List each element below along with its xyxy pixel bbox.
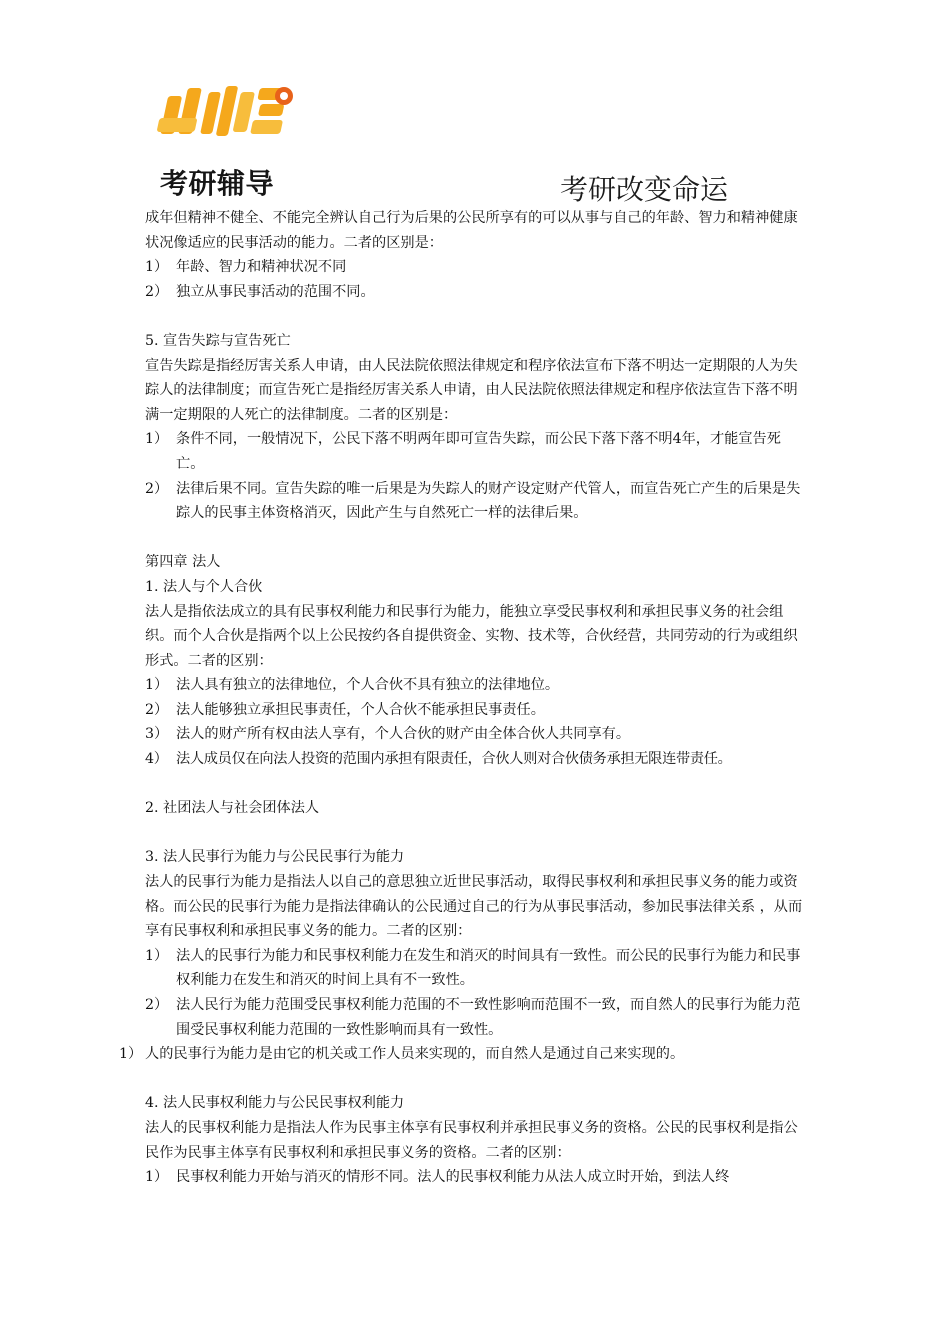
list-text: 民事权利能力开始与消灭的情形不同。法人的民事权利能力从法人成立时开始，到法人终: [176, 1169, 730, 1186]
chapter-title: 第四章 法人: [145, 554, 221, 571]
list-text: 法人的民事行为能力和民事权利能力在发生和消灭的时间具有一致性。而公民的民事行为能力和民事权利能力在发生和消灭的时间上具有不一致性。: [176, 947, 801, 989]
list-text: 独立从事民事活动的范围不同。: [176, 283, 375, 300]
logo-subtitle: 考研辅导: [160, 167, 275, 200]
list-item: [145, 722, 809, 747]
list-item: [145, 255, 809, 280]
paragraph: 法人的民事行为能力是指法人以自己的意思独立近世民事活动，取得民事权利和承担民事义务的能力或资格。而公民的民事行为能力是指法律确认的公民通过自己的行为从事民事活动，参加民事法律关系 ，从而享有民事权利和承担民事义务的能力。二者的区别：: [145, 874, 803, 940]
paragraph: 成年但精神不健全、不能完全辨认自己行为后果的公民所享有的可以从事与自己的年龄、智力和精神健康状况像适应的民事活动的能力。二者的区别是：: [145, 210, 798, 251]
list-number: 1）: [145, 947, 169, 964]
section-title: 3. 法人民事行为能力与公民民事行为能力: [145, 849, 405, 866]
list-number: 2）: [145, 283, 169, 300]
paragraph: 法人是指依法成立的具有民事权利能力和民事行为能力，能独立享受民事权利和承担民事义务的社会组织。而个人合伙是指两个以上公民按约各自提供资金、实物、技术等，合伙经营，共同劳动的行为或组织形式。二者的区别：: [145, 603, 798, 669]
list-text: 条件不同，一般情况下，公民下落不明两年即可宣告失踪，而公民下落下落不明4年，才能宣告死亡。: [176, 431, 781, 472]
list-number: 1）: [145, 259, 169, 276]
list-item: [145, 477, 809, 526]
section-title: 5. 宣告失踪与宣告死亡: [145, 332, 291, 349]
list-text: 法人的财产所有权由法人享有，个人合伙的财产由全体合伙人共同享有。: [176, 726, 631, 743]
paragraph: 宣告失踪是指经厉害关系人申请，由人民法院依照法律规定和程序依法宣布下落不明达一定期限的人为失踪人的法律制度；而宣告死亡是指经厉害关系人申请，由人民法院依照法律规定和程序依法宣告下落不明满一定期限的人死亡的法律制度。二者的区别是：: [145, 357, 798, 423]
list-item: [145, 698, 809, 723]
list-item: [145, 427, 809, 476]
list-item: [145, 747, 809, 772]
list-number: 3）: [145, 726, 169, 743]
list-item: [145, 673, 809, 698]
list-item: [145, 1165, 809, 1190]
list-number: 2）: [145, 480, 169, 497]
list-text: 法人民行为能力范围受民事权利能力范围的不一致性影响而范围不一致，而自然人的民事行为能力范围受民事权利能力范围的一致性影响而具有一致性。: [176, 997, 801, 1038]
list-item: [145, 280, 809, 305]
list-number: 1）: [119, 1046, 143, 1063]
section-title: 4. 法人民事权利能力与公民民事权利能力: [145, 1095, 405, 1112]
document-body: [119, 206, 809, 1190]
list-number: 1）: [145, 1169, 169, 1186]
list-number: 1）: [145, 677, 169, 694]
list-number: 1）: [145, 431, 169, 448]
list-text: 人的民事行为能力是由它的机关或工作人员来实现的，而自然人是通过自己来实现的。: [145, 1046, 685, 1063]
list-text: 法律后果不同。宣告失踪的唯一后果是为失踪人的财产设定财产代管人，而宣告死亡产生的后果是失踪人的民事主体资格消灭，因此产生与自然死亡一样的法律后果。: [176, 480, 801, 522]
list-number: 2）: [145, 701, 169, 718]
list-item: [145, 993, 809, 1042]
list-item: [145, 944, 809, 993]
section-title: 2. 社团法人与社会团体法人: [145, 800, 320, 817]
list-text: 法人具有独立的法律地位，个人合伙不具有独立的法律地位。: [176, 677, 560, 694]
paragraph: 法人的民事权利能力是指法人作为民事主体享有民事权利并承担民事义务的资格。公民的民事权利是指公民作为民事主体享有民事权利和承担民事义务的资格。二者的区别：: [145, 1119, 798, 1161]
list-text: 法人能够独立承担民事责任，个人合伙不能承担民事责任。: [176, 701, 545, 718]
list-item-indented: [119, 1042, 809, 1067]
section-title: 1. 法人与个人合伙: [145, 578, 263, 595]
header-slogan: 考研改变命运: [560, 173, 729, 206]
list-text: 年龄、智力和精神状况不同: [176, 259, 347, 276]
kaicheng-logo-mark-icon: [152, 78, 300, 158]
list-text: 法人成员仅在向法人投资的范围内承担有限责任，合伙人则对合伙债务承担无限连带责任。: [176, 751, 732, 768]
list-number: 2）: [145, 997, 169, 1013]
list-number: 4）: [145, 751, 168, 768]
